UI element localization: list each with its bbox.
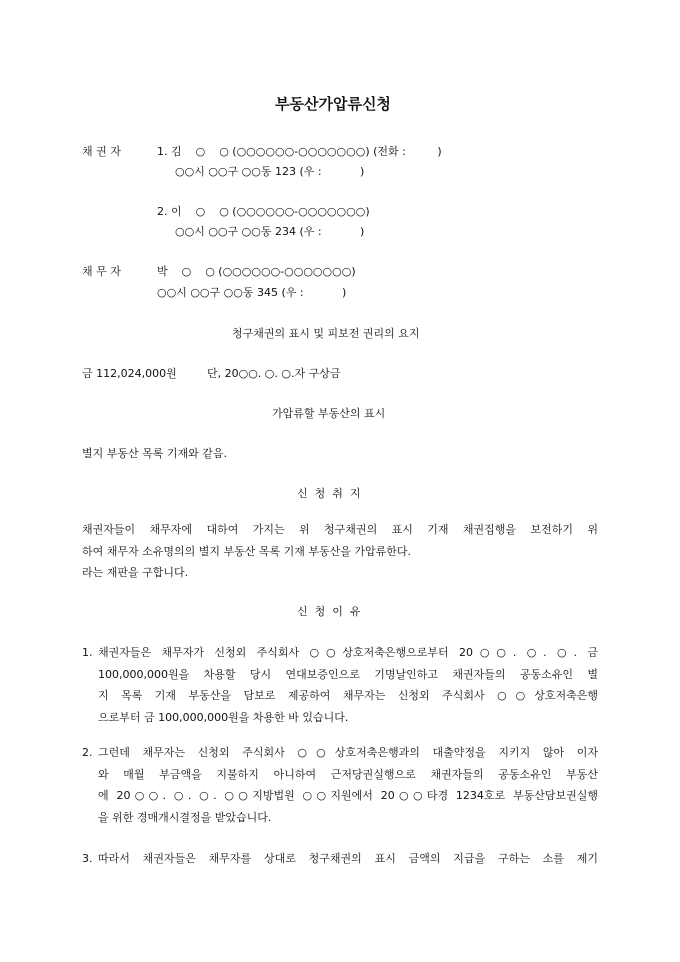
debtor-label: 채 무 자 bbox=[82, 265, 121, 278]
reason-line: 100,000,000원을 차용할 당시 연대보증인으로 기명날인하고 채권자들의 공동소유인 별 bbox=[98, 668, 598, 681]
reason-line: 지 목록 기재 부동산을 담보로 제공하여 채무자는 신청외 주식회사 ○○상호저축은행 bbox=[98, 689, 598, 702]
claim-note: 단, 20○○. ○. ○.자 구상금 bbox=[207, 367, 341, 380]
creditor-2-name: 2. 이 ○ ○ (○○○○○○-○○○○○○○) bbox=[157, 205, 370, 218]
reason-line: 에 20○○. ○. ○. ○○지방법원 ○○지원에서 20○○타경 1234호로 부동산담보권실행 bbox=[98, 789, 598, 802]
debtor-name: 박 ○ ○ (○○○○○○-○○○○○○○) bbox=[157, 265, 356, 278]
debtor-address: ○○시 ○○구 ○○동 345 (우 : ) bbox=[157, 286, 347, 299]
reason-line: 따라서 채권자들은 채무자를 상대로 청구채권의 표시 금액의 지급을 구하는 소를 제기 bbox=[98, 852, 598, 865]
reason-number: 1. bbox=[82, 646, 93, 659]
creditor-2-address: ○○시 ○○구 ○○동 234 (우 : ) bbox=[175, 225, 365, 238]
creditor-1-address: ○○시 ○○구 ○○동 123 (우 : ) bbox=[175, 165, 365, 178]
purpose-line: 채권자들이 채무자에 대하여 가지는 위 청구채권의 표시 기재 채권집행을 보전하기 위 bbox=[82, 523, 598, 536]
purpose-line: 하여 채무자 소유명의의 별지 부동산 목록 기재 부동산을 가압류한다. bbox=[82, 545, 411, 558]
reason-number: 2. bbox=[82, 746, 93, 759]
purpose-heading: 신 청 취 지 bbox=[297, 487, 361, 500]
reason-heading: 신 청 이 유 bbox=[297, 605, 361, 618]
reason-line: 으로부터 금 100,000,000원을 차용한 바 있습니다. bbox=[98, 711, 349, 724]
reason-line: 채권자들은 채무자가 신청외 주식회사 ○○상호저축은행으로부터 20○○. ○. ○. 금 bbox=[98, 646, 598, 659]
claim-heading: 청구채권의 표시 및 피보전 권리의 요지 bbox=[232, 327, 420, 340]
reason-number: 3. bbox=[82, 852, 93, 865]
reason-line: 그런데 채무자는 신청외 주식회사 ○○상호저축은행과의 대출약정을 지키지 않아 이자 bbox=[98, 746, 598, 759]
purpose-line: 라는 재판을 구합니다. bbox=[82, 566, 189, 579]
claim-amount: 금 112,024,000원 bbox=[82, 367, 177, 380]
creditor-label: 채 권 자 bbox=[82, 145, 121, 158]
document-title: 부동산가압류신청 bbox=[275, 95, 391, 113]
property-text: 별지 부동산 목록 기재와 같음. bbox=[82, 447, 227, 460]
property-heading: 가압류할 부동산의 표시 bbox=[272, 407, 386, 420]
creditor-1-name: 1. 김 ○ ○ (○○○○○○-○○○○○○○) (전화 : ) bbox=[157, 145, 442, 158]
reason-line: 을 위한 경매개시결정을 받았습니다. bbox=[98, 811, 272, 824]
reason-line: 와 매월 부금액을 지불하지 아니하여 근저당권실행으로 채권자들의 공동소유인 부동산 bbox=[98, 768, 598, 781]
